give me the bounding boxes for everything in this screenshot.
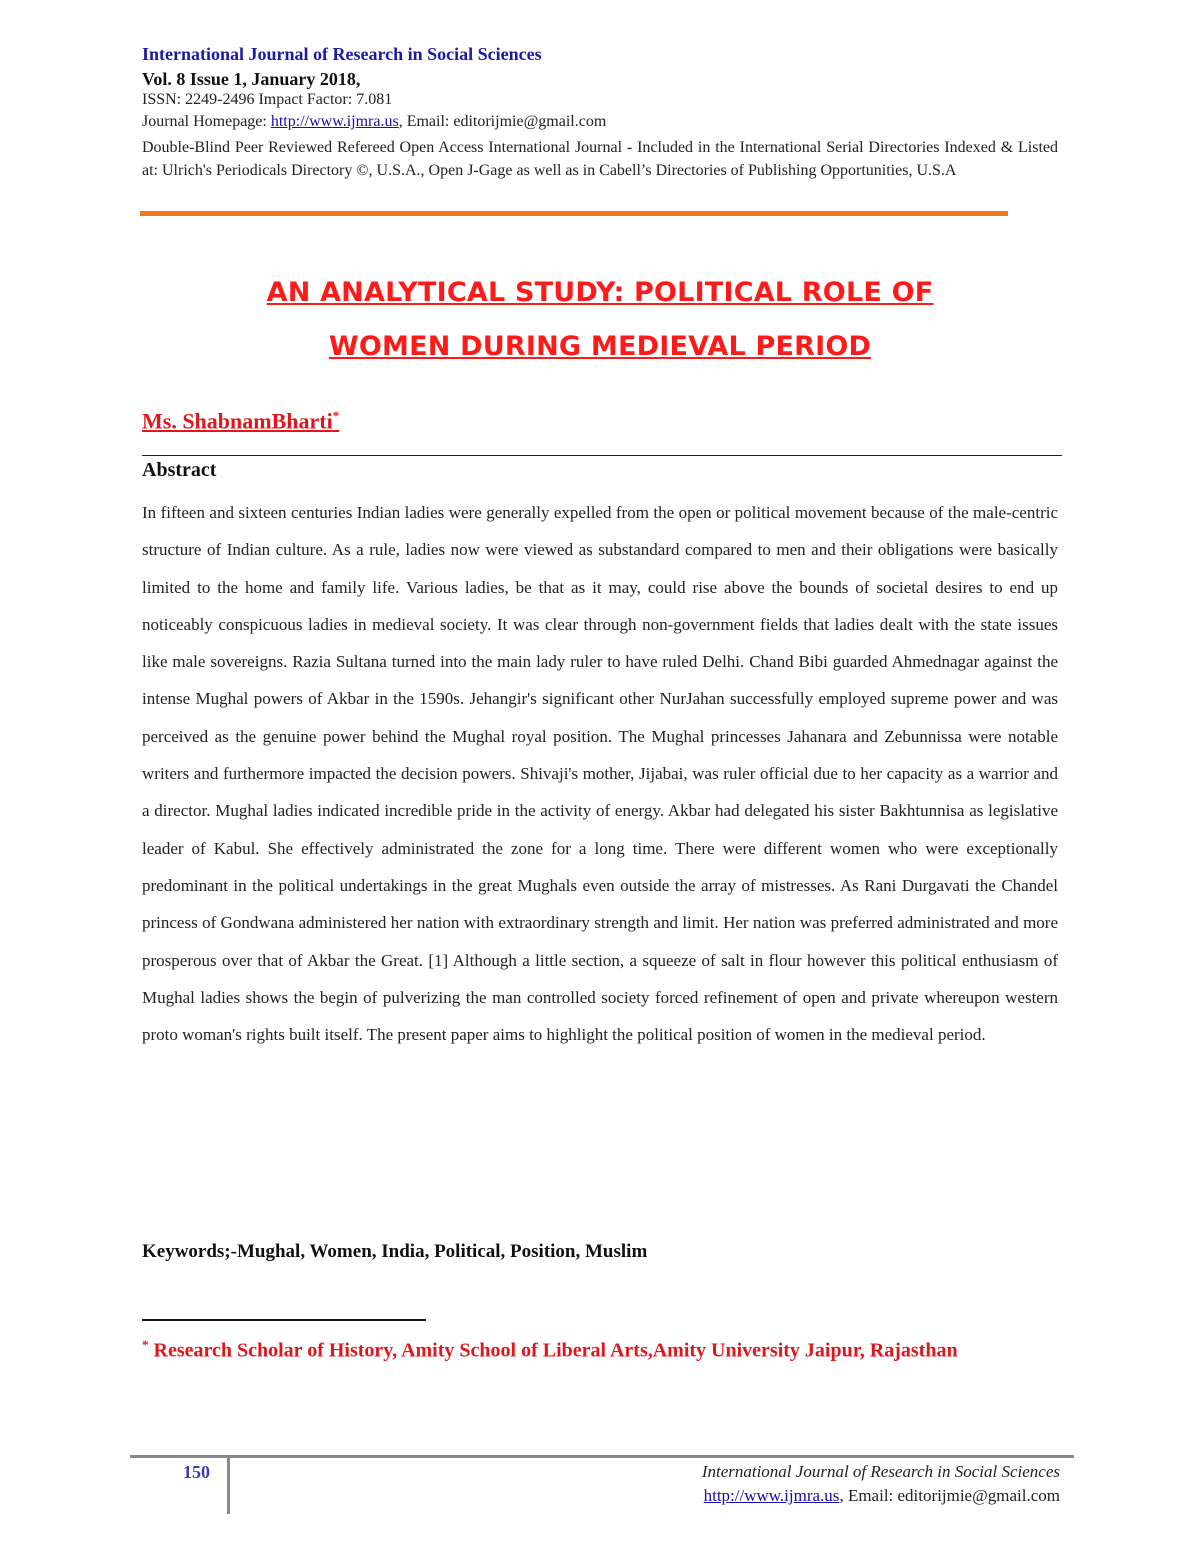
- footnote-marker: *: [142, 1337, 149, 1352]
- author-footnote-marker: *: [332, 408, 340, 423]
- footer-contact: [704, 1486, 1060, 1506]
- paper-title-line-2: WOMEN DURING MEDIEVAL PERIOD: [328, 331, 872, 362]
- header-divider: [140, 211, 1008, 216]
- indexing-statement: Double-Blind Peer Reviewed Refereed Open Access International Journal - Included in the International Serial Directories Indexed & Listed at: Ulrich's Periodicals Directory ©, U.S.A., Open J-Gage as well as in Cabell’s Directories of Publishing Opportunities, U.S.A: [142, 139, 1058, 179]
- page-number: 150: [183, 1462, 210, 1482]
- journal-homepage-line: [142, 113, 606, 131]
- homepage-label: Journal Homepage:: [142, 113, 271, 130]
- footer-divider: [130, 1455, 1074, 1458]
- issn-impact-factor: ISSN: 2249-2496 Impact Factor: 7.081: [142, 91, 393, 108]
- footnote-text: Research Scholar of History, Amity School of Liberal Arts,Amity University Jaipur, Rajasthan: [148, 1339, 958, 1362]
- footer-journal-name: International Journal of Research in Social Sciences: [701, 1462, 1060, 1481]
- abstract-heading: Abstract: [142, 459, 217, 481]
- footnote-divider: [142, 1319, 426, 1321]
- footer-vertical-divider: [227, 1458, 230, 1514]
- author-name: [142, 408, 339, 434]
- author-name-text: Ms. ShabnamBharti: [142, 408, 333, 434]
- footer-email: , Email: editorijmie@gmail.com: [839, 1486, 1060, 1505]
- footer-url-link[interactable]: http://www.ijmra.us: [703, 1486, 840, 1505]
- paper-title: [150, 266, 1050, 374]
- volume-issue: Vol. 8 Issue 1, January 2018,: [142, 69, 361, 89]
- paper-title-line-1: AN ANALYTICAL STUDY: POLITICAL ROLE OF: [266, 277, 934, 308]
- journal-title: International Journal of Research in Social Sciences: [142, 44, 542, 64]
- homepage-link[interactable]: http://www.ijmra.us: [270, 113, 399, 130]
- footnote: [142, 1326, 1058, 1370]
- author-divider: [142, 455, 1062, 456]
- abstract-body: In fifteen and sixteen centuries Indian ladies were generally expelled from the open or political movement because of the male-centric structure of Indian culture. As a rule, ladies now were viewed as substandard compared to men and their obligations were basically limited to the home and family life. Various ladies, be that as it may, could rise above the bounds of societal desires to end up noticeably conspicuous ladies in medieval society. It was clear through non-government fields that ladies dealt with the state issues like male sovereigns. Razia Sultana turned into the main lady ruler to have ruled Delhi. Chand Bibi guarded Ahmednagar against the intense Mughal powers of Akbar in the 1590s. Jehangir's significant other NurJahan successfully employed supreme power and was perceived as the genuine power behind the Mughal royal position. The Mughal princesses Jahanara and Zebunnissa were notable writers and furthermore impacted the decision powers. Shivaji's mother, Jijabai, was ruler official due to her capacity as a warrior and a director. Mughal ladies indicated incredible pride in the activity of energy. Akbar had delegated his sister Bakhtunnisa as legislative leader of Kabul. She effectively administrated the zone for a long time. There were different women who were exceptionally predominant in the political undertakings in the great Mughals even outside the array of mistresses. As Rani Durgavati the Chandel princess of Gondwana administered her nation with extraordinary strength and limit. Her nation was preferred administrated and more prosperous over that of Akbar the Great. [1] Although a little section, a squeeze of salt in flour however this political enthusiasm of Mughal ladies shows the begin of pulverizing the man controlled society forced refinement of open and private whereupon western proto woman's rights built itself. The present paper aims to highlight the political position of women in the medieval period.: [142, 503, 1058, 1045]
- email-text: , Email: editorijmie@gmail.com: [398, 113, 607, 130]
- keywords: Keywords;-Mughal, Women, India, Political, Position, Muslim: [142, 1241, 648, 1262]
